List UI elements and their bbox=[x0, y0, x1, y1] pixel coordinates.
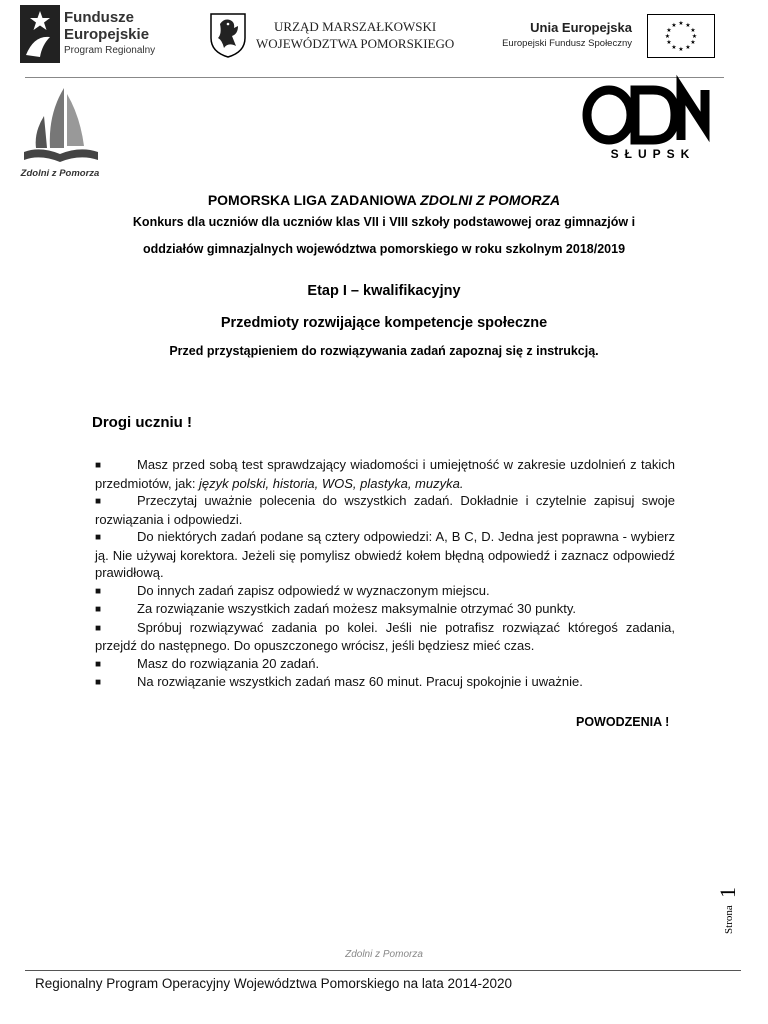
list-item bbox=[95, 582, 675, 601]
stage-title: Etap I – kwalifikacyjny bbox=[307, 283, 461, 299]
pomorskie-griffin-emblem-icon bbox=[208, 12, 248, 58]
list-item bbox=[95, 673, 675, 692]
bullet-icon: ■ bbox=[95, 532, 102, 543]
svg-text:★: ★ bbox=[666, 39, 672, 46]
odn-city: SŁUPSK bbox=[610, 147, 696, 161]
svg-text:★: ★ bbox=[685, 22, 691, 29]
instruction-4-text: Do innych zadań zapisz odpowiedź w wyznaczonym miejscu. bbox=[137, 582, 490, 598]
svg-text:★: ★ bbox=[685, 44, 691, 51]
list-item bbox=[95, 655, 675, 674]
footer-divider bbox=[25, 970, 741, 971]
urzad-line1: URZĄD MARSZAŁKOWSKI bbox=[274, 19, 437, 34]
urzad-line2: WOJEWÓDZTWA POMORSKIEGO bbox=[256, 36, 455, 51]
instruction-1-text: Masz przed sobą test sprawdzający wiadomości i umiejętność w zakresie uzdolnień z takich przedmiotów, jak: bbox=[95, 457, 675, 491]
svg-text:★: ★ bbox=[678, 46, 684, 53]
instruction-note: Przed przystąpieniem do rozwiązywania zadań zapoznaj się z instrukcją. bbox=[169, 344, 599, 358]
svg-text:★: ★ bbox=[691, 33, 698, 40]
svg-text:★: ★ bbox=[664, 33, 671, 40]
fundusze-europejskie-text bbox=[64, 10, 155, 56]
instruction-2-text: Przeczytaj uważnie polecenia do wszystkich zadań. Dokładnie i czytelnie zapisuj swoje rozwiązania i odpowiedzi. bbox=[95, 493, 675, 527]
instruction-6-text: Spróbuj rozwiązywać zadania po kolei. Jeśli nie potrafisz rozwiązać któregoś zadania, przejdź do następnego. Do opuszczonego wrócisz, jeśli będziesz mieć czas. bbox=[95, 619, 675, 653]
list-item bbox=[95, 492, 675, 528]
svg-text:★: ★ bbox=[666, 27, 672, 34]
svg-text:★: ★ bbox=[671, 44, 677, 51]
footer-zdolni: Zdolni z Pomorza bbox=[345, 949, 423, 960]
svg-text:★: ★ bbox=[690, 39, 696, 46]
bullet-icon: ■ bbox=[95, 585, 102, 597]
unia-line2: Europejski Fundusz Społeczny bbox=[502, 38, 632, 49]
unia-line1: Unia Europejska bbox=[530, 20, 632, 35]
list-item bbox=[95, 528, 675, 582]
bullet-icon: ■ bbox=[95, 496, 102, 507]
unia-europejska-text bbox=[490, 20, 632, 49]
svg-text:★: ★ bbox=[671, 22, 677, 29]
bullet-icon: ■ bbox=[95, 622, 102, 634]
svg-text:★: ★ bbox=[690, 27, 696, 34]
competition-subtitle-line2: oddziałów gimnazjalnych województwa pomorskiego w roku szkolnym 2018/2019 bbox=[142, 242, 626, 256]
odn-slupsk-logo-icon bbox=[583, 87, 718, 161]
bullet-icon: ■ bbox=[95, 677, 102, 688]
instruction-5-text: Za rozwiązanie wszystkich zadań możesz maksymalnie otrzymać 30 punkty. bbox=[137, 601, 577, 616]
good-luck-closing: POWODZENIA ! bbox=[576, 715, 670, 729]
zdolni-logo-caption: Zdolni z Pomorza bbox=[20, 168, 100, 179]
page-number-label: Strona bbox=[723, 905, 735, 934]
greeting: Drogi uczniu ! bbox=[92, 414, 192, 431]
footer-program: Regionalny Program Operacyjny Województwa Pomorskiego na lata 2014-2020 bbox=[35, 976, 513, 991]
page-number-value: 1 bbox=[715, 887, 740, 898]
instruction-1-subjects: język polski, historia, WOS, plastyka, muzyka. bbox=[199, 475, 464, 491]
urzad-marszalkowski-text bbox=[256, 18, 454, 52]
competition-title bbox=[0, 192, 768, 208]
eu-flag-icon bbox=[647, 14, 715, 58]
instructions-list bbox=[95, 456, 675, 692]
fundusze-line3: Program Regionalny bbox=[64, 45, 156, 56]
list-item bbox=[95, 456, 675, 492]
bullet-icon: ■ bbox=[95, 460, 102, 471]
page-number bbox=[715, 878, 740, 938]
instruction-3-text: Do niektórych zadań podane są cztery odpowiedzi: A, B C, D. Jedna jest poprawna - wybierz ją. Nie używaj korektora. Jeżeli się pomylisz obwiedź kołem błędną odpowiedź i zaznacz odpowiedź prawidłową. bbox=[95, 529, 675, 580]
bullet-icon: ■ bbox=[95, 604, 102, 615]
bullet-icon: ■ bbox=[95, 658, 102, 670]
fundusze-line1: Fundusze bbox=[64, 9, 134, 26]
competition-subtitle-line1: Konkurs dla uczniów dla uczniów klas VII i VIII szkoły podstawowej oraz gimnazjów i bbox=[132, 215, 636, 229]
instruction-8-text: Na rozwiązanie wszystkich zadań masz 60 minut. Pracuj spokojnie i uważnie. bbox=[137, 674, 583, 689]
subjects-title: Przedmioty rozwijające kompetencje społeczne bbox=[220, 315, 548, 331]
competition-title-italic: ZDOLNI Z POMORZA bbox=[420, 192, 561, 208]
zdolni-z-pomorza-logo-icon bbox=[20, 86, 100, 182]
fundusze-europejskie-logo-icon bbox=[20, 5, 60, 63]
fundusze-line2: Europejskie bbox=[64, 26, 150, 43]
header-divider bbox=[25, 77, 724, 78]
list-item bbox=[95, 619, 675, 655]
competition-title-prefix: POMORSKA LIGA ZADANIOWA bbox=[207, 192, 421, 208]
list-item bbox=[95, 600, 675, 619]
instruction-7-text: Masz do rozwiązania 20 zadań. bbox=[137, 655, 320, 671]
svg-text:★: ★ bbox=[678, 20, 684, 27]
